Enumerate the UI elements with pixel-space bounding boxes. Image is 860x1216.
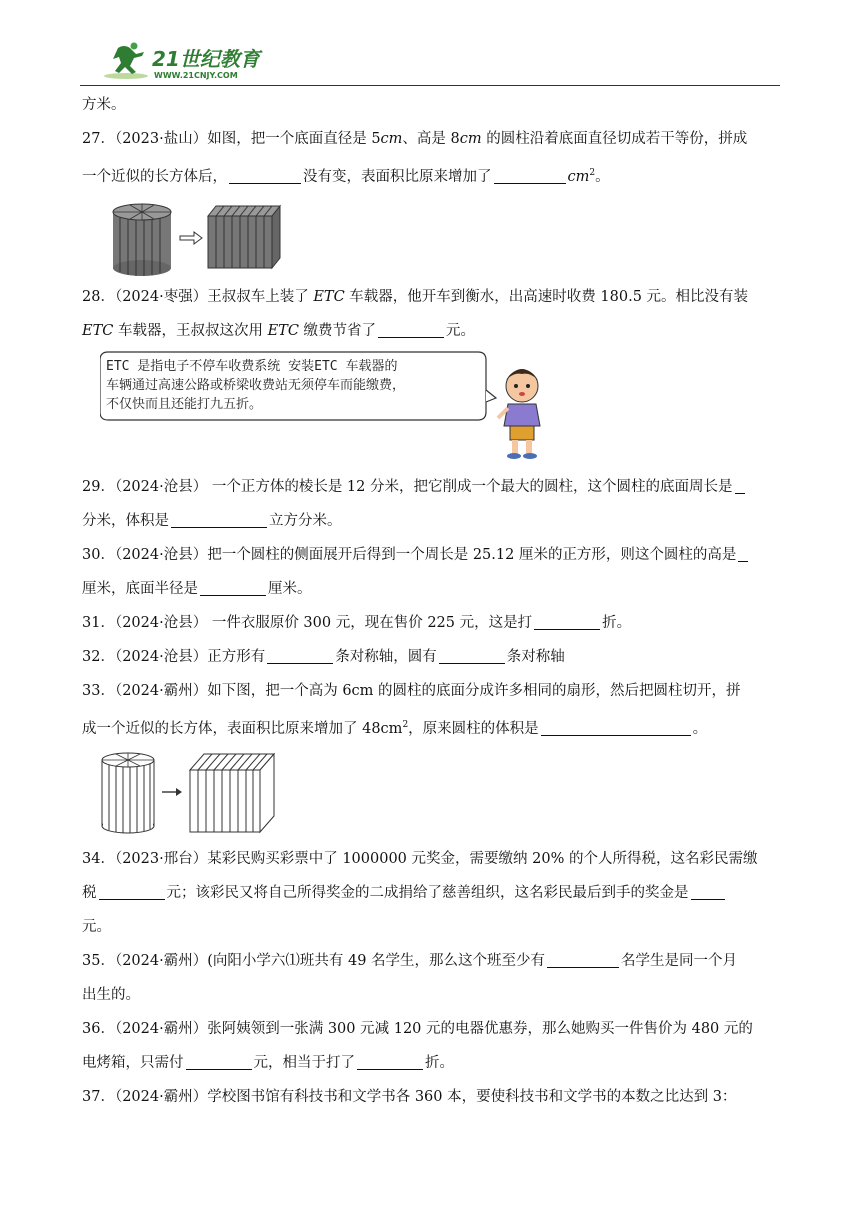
- logo-text: 21世纪教育: [152, 47, 260, 71]
- answer-blank[interactable]: [357, 1053, 423, 1070]
- document-body: [82, 88, 778, 1114]
- answer-blank[interactable]: [735, 477, 745, 494]
- answer-blank[interactable]: [541, 719, 691, 736]
- boy-character-icon: [498, 369, 540, 459]
- question-35: 35．（2024·霸州）(向阳小学六⑴班共有 49 名学生，那么这个班至少有 名学生是同一个月: [82, 952, 738, 969]
- question-31: 31．（2024·沧县） 一件衣服原价 300 元，现在售价 225 元，这是打 折。: [82, 614, 632, 631]
- logo: [104, 40, 274, 84]
- answer-blank[interactable]: [738, 545, 748, 562]
- figure-33: [82, 746, 778, 842]
- bubble-line-2: 车辆通过高速公路或桥梁收费站无须停车而能缴费，: [106, 377, 406, 393]
- question-28: 28．（2024·枣强）王叔叔车上装了 ETC 车载器，他开车到衡水，出高速时收费 180.5 元。相比没有装: [82, 288, 749, 305]
- figure-27: [82, 194, 778, 280]
- cylinder-to-cuboid-figure-2: [100, 748, 300, 838]
- answer-blank[interactable]: [534, 613, 600, 630]
- speech-bubble-figure: [100, 350, 570, 468]
- question-37: 37．（2024·霸州）学校图书馆有科技书和文学书各 360 本，要使科技书和文学书的本数之比达到 3：: [82, 1088, 737, 1105]
- question-34: 34．（2023·邢台）某彩民购买彩票中了 1000000 元奖金，需要缴纳 20% 的个人所得税，这名彩民需缴: [82, 850, 758, 867]
- question-29-cont: 分米，体积是 立方分米。: [82, 512, 342, 529]
- header-divider: [80, 85, 780, 86]
- question-32: 32．（2024·沧县）正方形有 条对称轴，圆有 条对称轴: [82, 648, 565, 665]
- continued-line: 方米。: [82, 97, 126, 113]
- question-30-cont: 厘米，底面半径是 厘米。: [82, 580, 312, 597]
- question-34-end: 元。: [82, 918, 111, 935]
- question-28-cont: ETC 车载器，王叔叔这次用 ETC 缴费节省了 元。: [82, 322, 476, 339]
- question-30: 30．（2024·沧县）把一个圆柱的侧面展开后得到一个周长是 25.12 厘米的正方形，则这个圆柱的高是: [82, 538, 778, 572]
- bubble-line-3: 不仅快而且还能打九五折。: [106, 396, 263, 412]
- question-27: 27．（2023·盐山）如图，把一个底面直径是 5cm、高是 8cm 的圆柱沿着底面直径切成若干等份，拼成: [82, 131, 748, 147]
- answer-blank[interactable]: [186, 1053, 252, 1070]
- bubble-line-1: ETC 是指电子不停车收费系统 安装ETC 车载器的: [106, 358, 398, 374]
- answer-blank[interactable]: [439, 647, 505, 664]
- answer-blank[interactable]: [494, 167, 566, 184]
- cylinder-to-cuboid-figure: [110, 198, 310, 278]
- question-33: 33．（2024·霸州）如下图，把一个高为 6cm 的圆柱的底面分成许多相同的扇形，然后把圆柱切开，拼: [82, 682, 741, 699]
- answer-blank[interactable]: [99, 883, 165, 900]
- logo-subtext: WWW.21CNJY.COM: [154, 71, 238, 80]
- question-34-cont: 税 元；该彩民又将自己所得奖金的二成捐给了慈善组织，这名彩民最后到手的奖金是: [82, 876, 778, 910]
- answer-blank[interactable]: [691, 883, 725, 900]
- question-29: 29．（2024·沧县） 一个正方体的棱长是 12 分米，把它削成一个最大的圆柱，这个圆柱的底面周长是: [82, 470, 778, 504]
- runner-icon: [104, 43, 148, 80]
- question-36-cont: 电烤箱，只需付 元，相当于打了 折。: [82, 1054, 454, 1071]
- question-27-cont: 一个近似的长方体后， 没有变，表面积比原来增加了 $cm^2$。: [82, 168, 610, 185]
- question-33-cont: 成一个近似的长方体，表面积比原来增加了 $48cm^2$，原来圆柱的体积是 。: [82, 719, 708, 737]
- answer-blank[interactable]: [378, 321, 444, 338]
- answer-blank[interactable]: [547, 951, 619, 968]
- answer-blank[interactable]: [267, 647, 333, 664]
- page-header: [0, 0, 860, 86]
- figure-28: [82, 348, 778, 470]
- question-36: 36．（2024·霸州）张阿姨领到一张满 300 元减 120 元的电器优惠券，那么她购买一件售价为 480 元的: [82, 1020, 753, 1037]
- answer-blank[interactable]: [200, 579, 266, 596]
- answer-blank[interactable]: [171, 511, 267, 528]
- question-35-cont: 出生的。: [82, 986, 140, 1003]
- answer-blank[interactable]: [229, 167, 301, 184]
